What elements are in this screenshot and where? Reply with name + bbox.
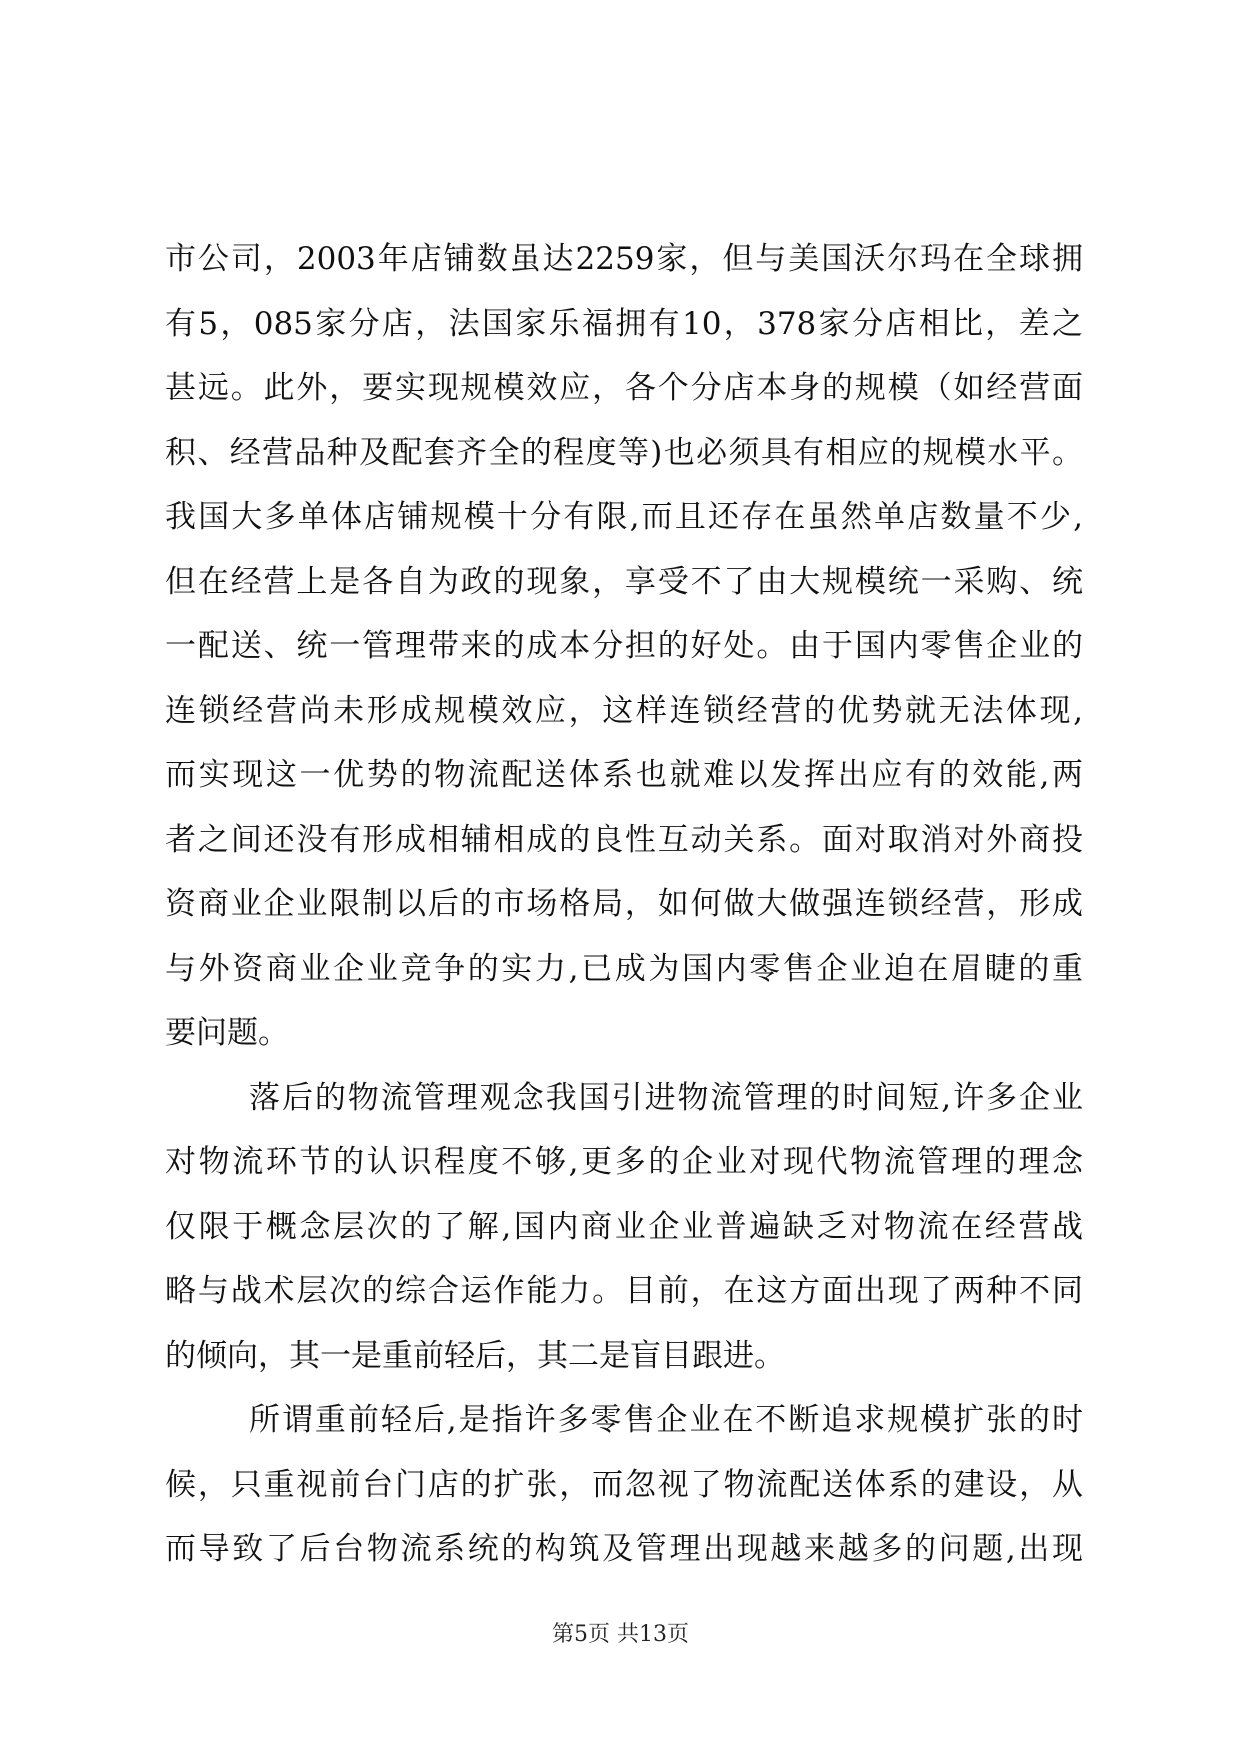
text-line: 但在经营上是各自为政的现象，享受不了由大规模统一采购、统 <box>165 563 1083 600</box>
text-line: 有5，085家分店，法国家乐福拥有10，378家分店相比，差之 <box>165 305 1083 342</box>
text-line: 者之间还没有形成相辅相成的良性互动关系。面对取消对外商投 <box>165 821 1083 858</box>
text-line: 而实现这一优势的物流配送体系也就难以发挥出应有的效能,两 <box>165 757 1083 793</box>
text-line: 候，只重视前台门店的扩张，而忽视了物流配送体系的建设，从 <box>165 1466 1083 1503</box>
paragraph <box>165 1388 1083 1582</box>
text-line: 而导致了后台物流系统的构筑及管理出现越来越多的问题,出现 <box>165 1531 1083 1567</box>
body-text <box>165 227 1083 1582</box>
page-footer: 第5页 共13页 <box>552 1622 689 1647</box>
text-line: 要问题。 <box>165 1015 289 1051</box>
paragraph <box>165 1066 1083 1389</box>
text-line: 落后的物流管理观念我国引进物流管理的时间短,许多企业 <box>249 1079 1083 1116</box>
text-line: 市公司，2003年店铺数虽达2259家，但与美国沃尔玛在全球拥 <box>165 241 1083 277</box>
text-line: 所谓重前轻后,是指许多零售企业在不断追求规模扩张的时 <box>249 1402 1083 1438</box>
text-line: 一配送、统一管理带来的成本分担的好处。由于国内零售企业的 <box>165 628 1083 664</box>
text-line: 甚远。此外，要实现规模效应，各个分店本身的规模（如经营面 <box>165 370 1083 406</box>
text-line: 仅限于概念层次的了解,国内商业企业普遍缺乏对物流在经营战 <box>165 1208 1083 1245</box>
paragraph <box>165 227 1083 1066</box>
text-line: 与外资商业企业竞争的实力,已成为国内零售企业迫在眉睫的重 <box>165 950 1083 987</box>
text-line: 的倾向，其一是重前轻后，其二是盲目跟进。 <box>165 1337 785 1374</box>
text-line: 略与战术层次的综合运作能力。目前，在这方面出现了两种不同 <box>165 1273 1083 1309</box>
text-line: 我国大多单体店铺规模十分有限,而且还存在虽然单店数量不少, <box>165 499 1083 535</box>
text-line: 积、经营品种及配套齐全的程度等)也必须具有相应的规模水平。 <box>165 434 1083 471</box>
text-line: 对物流环节的认识程度不够,更多的企业对现代物流管理的理念 <box>165 1144 1083 1180</box>
text-line: 资商业企业限制以后的市场格局，如何做大做强连锁经营，形成 <box>165 886 1083 922</box>
text-line: 连锁经营尚未形成规模效应，这样连锁经营的优势就无法体现, <box>165 692 1083 729</box>
